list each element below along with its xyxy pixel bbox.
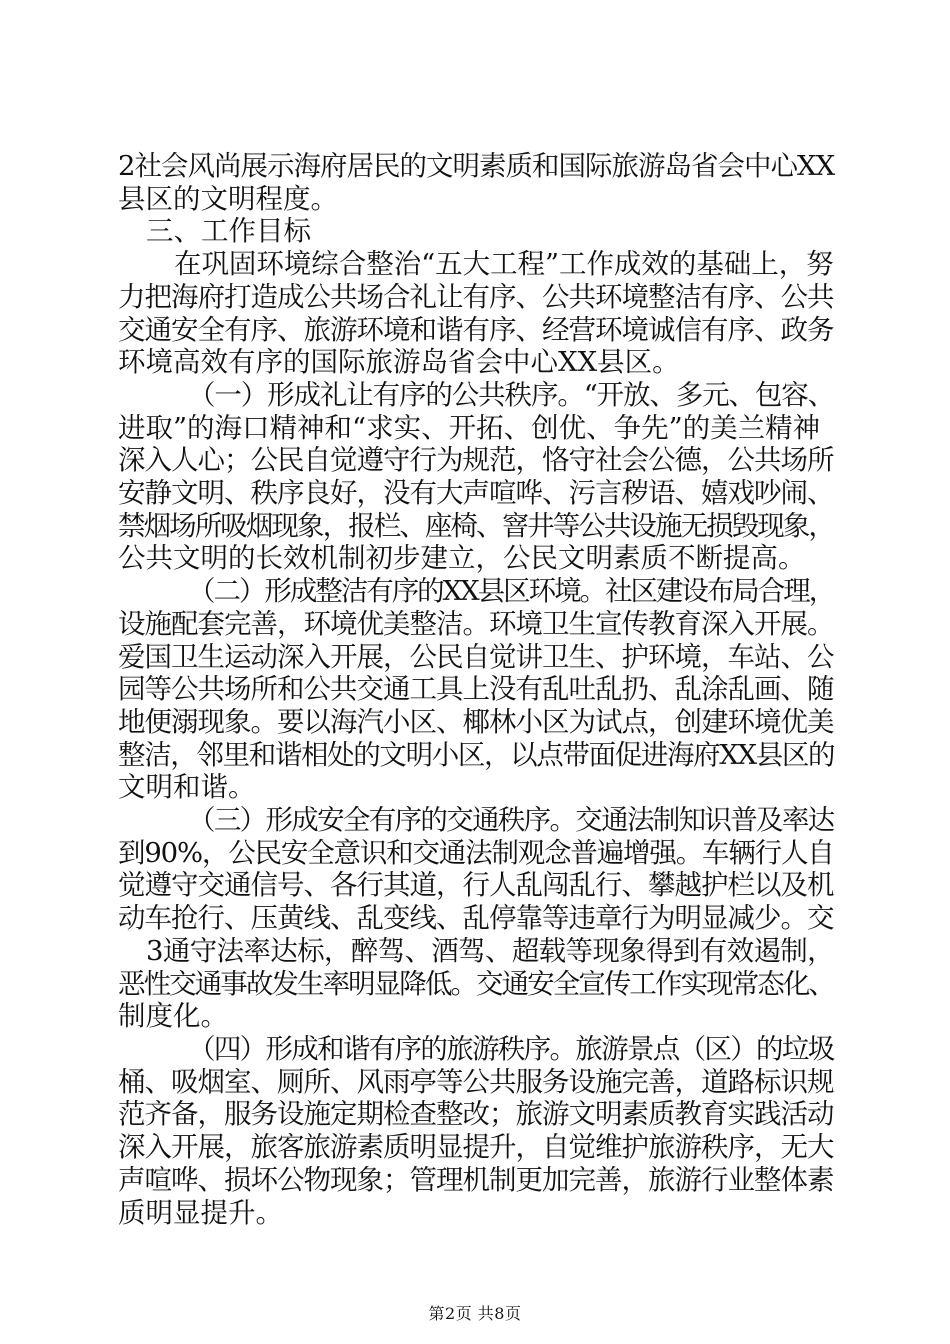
text-line: 安静文明、秩序良好，没有大声喧哗、污言秽语、嬉戏吵闹、 [118,477,834,510]
paragraph-item-1 [118,379,834,575]
text-line: 地便溺现象。要以海汽小区、椰林小区为试点，创建环境优美 [118,705,834,738]
text-line: 在巩固环境综合整治“五大工程”工作成效的基础上，努 [174,248,834,281]
text-line: 觉遵守交通信号、各行其道，行人乱闯乱行、攀越护栏以及机 [118,869,834,902]
document-body [118,150,834,1229]
text-line: 爱国卫生运动深入开展，公民自觉讲卫生、护环境，车站、公 [118,640,834,673]
text-line: 设施配套完善，环境优美整洁。环境卫生宣传教育深入开展。 [118,607,834,640]
text-line: 到90%，公民安全意识和交通法制观念普遍增强。车辆行人自 [118,836,834,869]
page-footer: 第2页 共8页 [428,1304,522,1323]
text-line: （二）形成整洁有序的XX县区环境。社区建设布局合理， [188,575,835,608]
text-line: 禁烟场所吸烟现象，报栏、座椅、窨井等公共设施无损毁现象， [118,509,834,542]
text-line: 动车抢行、压黄线、乱变线、乱停靠等违章行为明显减少。交 [118,902,834,935]
paragraph-social-customs [118,150,834,215]
text-line: 进取”的海口精神和“求实、开拓、创优、争先”的美兰精神 [118,411,821,444]
text-line: 桶、吸烟室、厕所、风雨亭等公共服务设施完善，道路标识规 [118,1065,834,1098]
text-line: 环境高效有序的国际旅游岛省会中心XX县区。 [118,346,680,379]
text-line: 深入人心；公民自觉遵守行为规范，恪守社会公德，公共场所 [118,444,834,477]
text-line: 力把海府打造成公共场合礼让有序、公共环境整洁有序、公共 [118,280,834,313]
text-line: 园等公共场所和公共交通工具上没有乱吐乱扔、乱涂乱画、随 [118,673,834,706]
text-line: 文明和谐。 [118,771,256,804]
text-line: 县区的文明程度。 [118,182,338,215]
text-line: 3通守法率达标，醉驾、酒驾、超载等现象得到有效遏制， [146,934,834,967]
text-line: 2社会风尚展示海府居民的文明素质和国际旅游岛省会中心XX [118,150,835,182]
text-line: （一）形成礼让有序的公共秩序。“开放、多元、包容、 [188,378,835,411]
paragraph-item-4 [118,1033,834,1229]
text-line: 质明显提升。 [118,1196,283,1229]
text-line: 交通安全有序、旅游环境和谐有序、经营环境诚信有序、政务 [118,313,834,346]
paragraph-item-2 [118,575,834,804]
text-line: 制度化。 [118,1000,228,1033]
text-line: 声喧哗、损坏公物现象；管理机制更加完善，旅游行业整体素 [118,1163,834,1196]
paragraph-overview [118,248,834,379]
text-line: （四）形成和谐有序的旅游秩序。旅游景点（区）的垃圾 [188,1032,834,1065]
text-line: 恶性交通事故发生率明显降低。交通安全宣传工作实现常态化、 [118,967,834,1000]
text-line: 深入开展，旅客旅游素质明显提升，自觉维护旅游秩序，无大 [118,1131,834,1164]
text-line: （三）形成安全有序的交通秩序。交通法制知识普及率达 [188,804,834,837]
text-line: 公共文明的长效机制初步建立，公民文明素质不断提高。 [118,542,806,575]
paragraph-item-3 [118,804,834,1033]
text-line: 整洁，邻里和谐相处的文明小区，以点带面促进海府XX县区的 [118,738,835,771]
text-line: 范齐备，服务设施定期检查整改；旅游文明素质教育实践活动 [118,1098,834,1131]
section-heading: 三、工作目标 [146,215,311,248]
section-heading-work-goals [118,215,834,248]
